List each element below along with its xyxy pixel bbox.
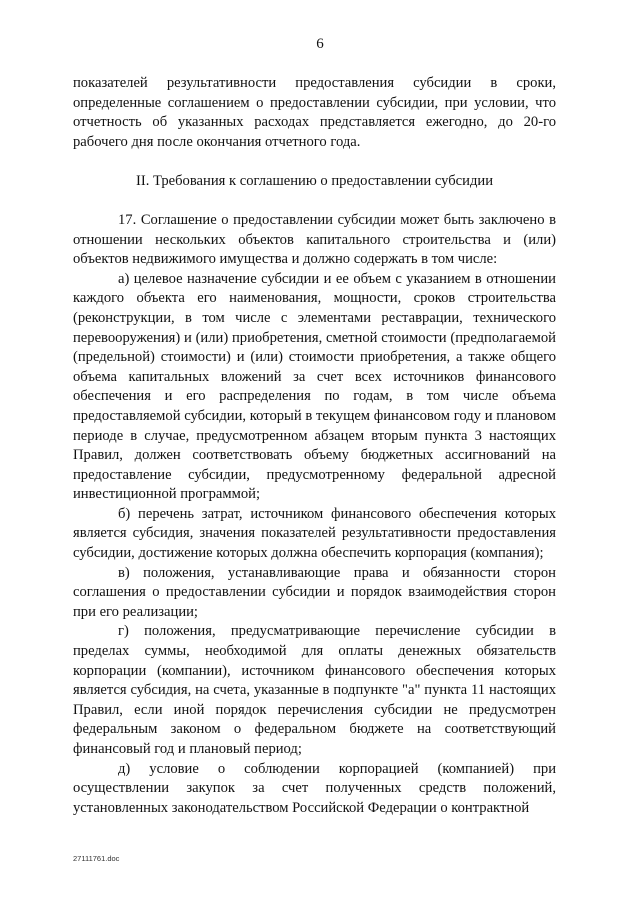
subitem-g: г) положения, предусматривающие перечисление субсидии в пределах суммы, необходимой для оплаты денежных обязательств корпорации (компании), источником финансового обеспечения которых является субсидия, на счета, указанные в подпункте "а" пункта 11 настоящих Правил, если иной порядок перечисления субсидии не предусмотрен федеральным законом о федеральном бюджете на соответствующий финансовый год и плановый период; (73, 623, 556, 757)
page-number: 6 (316, 36, 324, 52)
continuation-paragraph: показателей результативности предоставления субсидии в сроки, определенные соглашением о предоставлении субсидии, при условии, что отчетность об указанных расходах представляется ежегодно, до 20-го рабочего дня после окончания отчетного года. (73, 75, 556, 150)
paragraph-17: 17. Соглашение о предоставлении субсидии может быть заключено в отношении нескольких объектов капитального строительства и (или) объектов недвижимого имущества и должно содержать в том числе: (73, 211, 556, 268)
subitem-d: д) условие о соблюдении корпорацией (компанией) при осуществлении закупок за счет полученных средств положений, установленных законодательством Российской Федерации о контрактной (73, 760, 556, 816)
subitem-a: а) целевое назначение субсидии и ее объем с указанием в отношении каждого объекта его наименования, мощности, сроков строительства (реконструкции, в том числе с элементами реставрации, технического перевооружения) и (или) приобретения, сметной стоимости (предполагаемой (предельной) стоимости) и (или) стоимости приобретения, а также общего объема капитальных вложений за счет всех источников финансового обеспечения и его распределения по годам, в том числе объема предоставляемой субсидии, который в текущем финансовом году и плановом периоде в случае, предусмотренном абзацем вторым пункта 3 настоящих Правил, должен соответствовать объему бюджетных ассигнований на предоставление субсидии, предусмотренному федеральной адресной инвестиционной программой; (73, 270, 556, 503)
footer-file-name: 27111761.doc (73, 854, 120, 863)
subitem-b: б) перечень затрат, источником финансового обеспечения которых является субсидия, значения показателей результативности предоставления субсидии, достижение которых должна обеспечить корпорация (компания); (73, 505, 556, 562)
document-body (73, 74, 556, 818)
section-heading: II. Требования к соглашению о предоставлении субсидии (135, 173, 494, 190)
subitem-v: в) положения, устанавливающие права и обязанности сторон соглашения о предоставлении субсидии и порядок взаимодействия сторон при его реализации; (73, 564, 556, 620)
